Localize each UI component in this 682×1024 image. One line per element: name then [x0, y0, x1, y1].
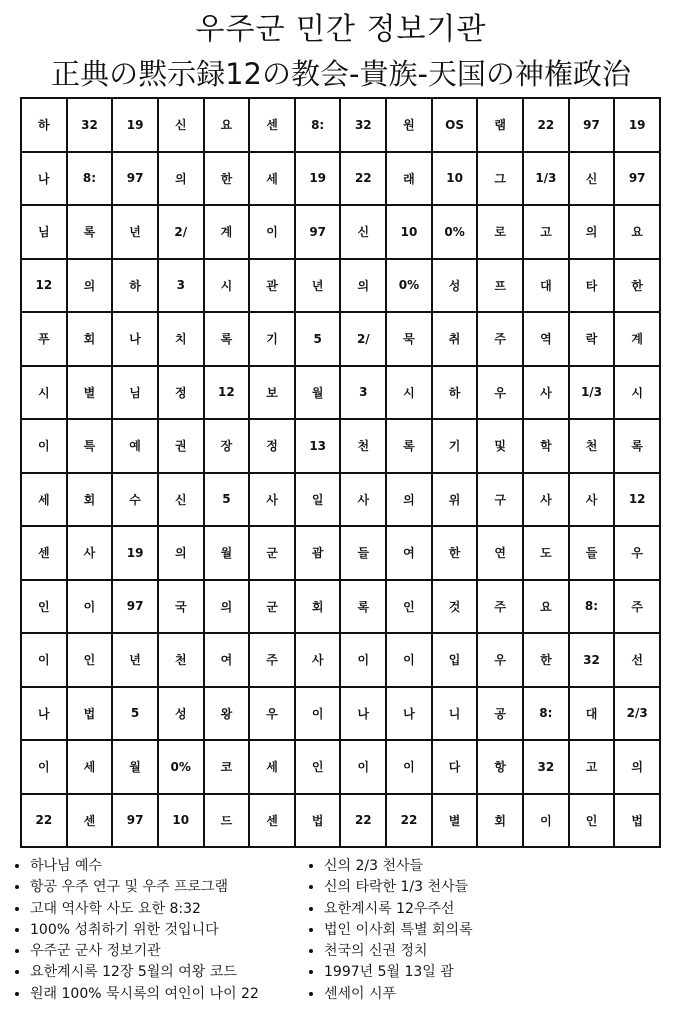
grid-cell: 괌: [295, 526, 341, 580]
letter-grid: [20, 97, 661, 848]
list-item: • 법인 이사회 특별 회의록: [324, 920, 473, 941]
grid-cell: 이: [340, 740, 386, 794]
grid-cell: 기: [432, 419, 478, 473]
grid-cell: 22: [340, 152, 386, 206]
grid-cell: 의: [340, 259, 386, 313]
grid-cell: 한: [432, 526, 478, 580]
grid-cell: 회: [67, 473, 113, 527]
grid-row: [21, 152, 660, 206]
grid-cell: 19: [295, 152, 341, 206]
grid-cell: 로: [477, 205, 523, 259]
grid-cell: 1/3: [569, 366, 615, 420]
grid-cell: 22: [21, 794, 67, 848]
grid-cell: 여: [204, 633, 250, 687]
grid-cell: 위: [432, 473, 478, 527]
grid-cell: 월: [295, 366, 341, 420]
grid-cell: 천: [158, 633, 204, 687]
grid-cell: 10: [158, 794, 204, 848]
grid-cell: 인: [21, 580, 67, 634]
list-item: • 우주군 군사 정보기관: [30, 941, 259, 962]
grid-cell: 우: [477, 366, 523, 420]
grid-cell: 년: [112, 633, 158, 687]
grid-cell: 12: [614, 473, 660, 527]
grid-cell: 32: [523, 740, 569, 794]
grid-cell: 회: [477, 794, 523, 848]
grid-cell: 10: [432, 152, 478, 206]
grid-cell: 월: [112, 740, 158, 794]
grid-cell: 인: [295, 740, 341, 794]
grid-cell: 군: [249, 580, 295, 634]
grid-row: [21, 419, 660, 473]
list-item: • 원래 100% 묵시록의 여인이 나이 22: [30, 984, 259, 1005]
grid-row: [21, 473, 660, 527]
grid-cell: 97: [112, 152, 158, 206]
grid-cell: 공: [477, 687, 523, 741]
grid-cell: 이: [21, 419, 67, 473]
grid-cell: 주: [249, 633, 295, 687]
grid-cell: 이: [249, 205, 295, 259]
grid-cell: 록: [386, 419, 432, 473]
grid-row: [21, 259, 660, 313]
grid-cell: 일: [295, 473, 341, 527]
grid-cell: 램: [477, 98, 523, 152]
grid-cell: 2/: [158, 205, 204, 259]
grid-cell: 회: [295, 580, 341, 634]
grid-cell: 별: [67, 366, 113, 420]
grid-cell: 이: [67, 580, 113, 634]
grid-cell: 나: [386, 687, 432, 741]
grid-cell: 신: [569, 152, 615, 206]
grid-cell: 취: [432, 312, 478, 366]
grid-cell: 32: [67, 98, 113, 152]
grid-row: [21, 98, 660, 152]
grid-cell: 도: [523, 526, 569, 580]
grid-cell: 세: [21, 473, 67, 527]
grid-cell: 락: [569, 312, 615, 366]
list-item: • 요한계시록 12장 5월의 여왕 코드: [30, 962, 259, 983]
grid-cell: 의: [158, 526, 204, 580]
list-item: • 센세이 시푸: [324, 984, 473, 1005]
grid-cell: 타: [569, 259, 615, 313]
list-item: • 천국의 신권 정치: [324, 941, 473, 962]
grid-cell: 년: [295, 259, 341, 313]
grid-cell: 한: [204, 152, 250, 206]
grid-cell: 센: [21, 526, 67, 580]
grid-cell: 우: [477, 633, 523, 687]
bullet-list-left: [14, 856, 259, 1005]
grid-cell: 록: [340, 580, 386, 634]
grid-cell: 다: [432, 740, 478, 794]
grid-cell: 록: [204, 312, 250, 366]
grid-cell: 군: [249, 526, 295, 580]
grid-cell: 연: [477, 526, 523, 580]
grid-cell: 10: [386, 205, 432, 259]
grid-cell: 니: [432, 687, 478, 741]
grid-cell: 님: [112, 366, 158, 420]
grid-cell: 5: [112, 687, 158, 741]
grid-cell: 19: [112, 98, 158, 152]
grid-cell: 사: [523, 366, 569, 420]
grid-cell: 나: [340, 687, 386, 741]
grid-cell: 32: [569, 633, 615, 687]
grid-cell: 님: [21, 205, 67, 259]
grid-cell: 고: [569, 740, 615, 794]
grid-cell: 의: [614, 740, 660, 794]
grid-cell: 계: [614, 312, 660, 366]
grid-cell: 3: [158, 259, 204, 313]
grid-cell: 래: [386, 152, 432, 206]
grid-cell: 프: [477, 259, 523, 313]
grid-cell: 8:: [67, 152, 113, 206]
grid-cell: 의: [158, 152, 204, 206]
grid-cell: 97: [112, 794, 158, 848]
grid-cell: 그: [477, 152, 523, 206]
grid-cell: 사: [249, 473, 295, 527]
grid-cell: 들: [340, 526, 386, 580]
grid-cell: 회: [67, 312, 113, 366]
bullet-list-right: [308, 856, 473, 1005]
grid-cell: 원: [386, 98, 432, 152]
grid-row: [21, 205, 660, 259]
grid-cell: 8:: [523, 687, 569, 741]
grid-cell: 0%: [158, 740, 204, 794]
grid-cell: 시: [204, 259, 250, 313]
grid-cell: 성: [432, 259, 478, 313]
grid-cell: 나: [21, 687, 67, 741]
grid-cell: 여: [386, 526, 432, 580]
grid-cell: 이: [295, 687, 341, 741]
grid-cell: 요: [204, 98, 250, 152]
grid-cell: 나: [21, 152, 67, 206]
page-title: 우주군 민간 정보기관: [195, 12, 487, 47]
grid-cell: 및: [477, 419, 523, 473]
grid-cell: 0%: [386, 259, 432, 313]
grid-cell: 19: [614, 98, 660, 152]
grid-cell: 드: [204, 794, 250, 848]
grid-cell: 정: [158, 366, 204, 420]
list-item: • 하나님 예수: [30, 856, 259, 877]
grid-cell: 사: [340, 473, 386, 527]
grid-cell: 의: [204, 580, 250, 634]
grid-cell: 천: [569, 419, 615, 473]
grid-cell: 정: [249, 419, 295, 473]
grid-cell: 시: [21, 366, 67, 420]
grid-cell: 이: [386, 633, 432, 687]
grid-cell: 의: [569, 205, 615, 259]
list-item: • 100% 성취하기 위한 것입니다: [30, 920, 259, 941]
grid-cell: 5: [204, 473, 250, 527]
grid-row: [21, 687, 660, 741]
grid-cell: 32: [340, 98, 386, 152]
grid-cell: 계: [204, 205, 250, 259]
grid-cell: 시: [614, 366, 660, 420]
grid-cell: 록: [614, 419, 660, 473]
grid-cell: 사: [523, 473, 569, 527]
grid-cell: 록: [67, 205, 113, 259]
page-subtitle: 正典の黙示録12の教会-貴族-天国の神権政治: [51, 57, 631, 91]
grid-cell: 특: [67, 419, 113, 473]
grid-cell: 시: [386, 366, 432, 420]
grid-cell: 관: [249, 259, 295, 313]
grid-cell: 세: [249, 152, 295, 206]
list-item: • 요한계시록 12우주선: [324, 899, 473, 920]
grid-cell: 의: [386, 473, 432, 527]
grid-cell: 고: [523, 205, 569, 259]
grid-row: [21, 526, 660, 580]
grid-cell: 인: [386, 580, 432, 634]
grid-row: [21, 312, 660, 366]
grid-cell: 들: [569, 526, 615, 580]
grid-cell: 주: [614, 580, 660, 634]
grid-cell: 대: [523, 259, 569, 313]
grid-cell: 2/: [340, 312, 386, 366]
grid-cell: 묵: [386, 312, 432, 366]
grid-cell: 예: [112, 419, 158, 473]
grid-cell: 2/3: [614, 687, 660, 741]
grid-cell: 하: [432, 366, 478, 420]
grid-cell: 신: [340, 205, 386, 259]
grid-cell: 이: [523, 794, 569, 848]
grid-cell: 한: [614, 259, 660, 313]
grid-cell: 97: [614, 152, 660, 206]
grid-cell: 보: [249, 366, 295, 420]
grid-cell: 역: [523, 312, 569, 366]
grid-cell: 22: [523, 98, 569, 152]
grid-cell: 5: [295, 312, 341, 366]
grid-cell: 선: [614, 633, 660, 687]
grid-cell: 대: [569, 687, 615, 741]
grid-cell: 입: [432, 633, 478, 687]
list-item: • 1997년 5월 13일 괌: [324, 962, 473, 983]
grid-cell: 이: [21, 633, 67, 687]
grid-cell: 코: [204, 740, 250, 794]
grid-cell: 월: [204, 526, 250, 580]
grid-cell: 법: [614, 794, 660, 848]
grid-cell: 신: [158, 98, 204, 152]
grid-row: [21, 633, 660, 687]
grid-row: [21, 794, 660, 848]
grid-cell: 한: [523, 633, 569, 687]
grid-cell: 년: [112, 205, 158, 259]
grid-cell: 12: [204, 366, 250, 420]
grid-cell: 기: [249, 312, 295, 366]
grid-cell: 주: [477, 580, 523, 634]
grid-cell: 센: [67, 794, 113, 848]
list-item: • 신의 2/3 천사들: [324, 856, 473, 877]
grid-cell: 97: [295, 205, 341, 259]
grid-cell: 천: [340, 419, 386, 473]
grid-cell: 왕: [204, 687, 250, 741]
grid-cell: 장: [204, 419, 250, 473]
grid-cell: 12: [21, 259, 67, 313]
list-item: • 항공 우주 연구 및 우주 프로그램: [30, 877, 259, 898]
grid-cell: 22: [386, 794, 432, 848]
grid-cell: 신: [158, 473, 204, 527]
grid-cell: 22: [340, 794, 386, 848]
grid-cell: 1/3: [523, 152, 569, 206]
grid-cell: 사: [67, 526, 113, 580]
grid-cell: 권: [158, 419, 204, 473]
grid-cell: 요: [523, 580, 569, 634]
grid-cell: 사: [295, 633, 341, 687]
grid-cell: 푸: [21, 312, 67, 366]
grid-cell: 사: [569, 473, 615, 527]
grid-cell: 하: [112, 259, 158, 313]
grid-cell: 인: [67, 633, 113, 687]
grid-cell: 우: [249, 687, 295, 741]
grid-cell: 0%: [432, 205, 478, 259]
grid-cell: 항: [477, 740, 523, 794]
grid-cell: 구: [477, 473, 523, 527]
grid-cell: 8:: [295, 98, 341, 152]
grid-cell: 센: [249, 794, 295, 848]
grid-cell: 나: [112, 312, 158, 366]
grid-cell: 것: [432, 580, 478, 634]
grid-cell: 이: [21, 740, 67, 794]
grid-cell: 센: [249, 98, 295, 152]
grid-row: [21, 580, 660, 634]
grid-cell: 세: [67, 740, 113, 794]
grid-cell: 97: [569, 98, 615, 152]
grid-cell: 학: [523, 419, 569, 473]
grid-cell: OS: [432, 98, 478, 152]
grid-cell: 19: [112, 526, 158, 580]
grid-row: [21, 366, 660, 420]
grid-cell: 우: [614, 526, 660, 580]
grid-cell: 치: [158, 312, 204, 366]
grid-cell: 법: [295, 794, 341, 848]
grid-cell: 인: [569, 794, 615, 848]
grid-cell: 수: [112, 473, 158, 527]
grid-cell: 별: [432, 794, 478, 848]
grid-cell: 국: [158, 580, 204, 634]
grid-cell: 세: [249, 740, 295, 794]
grid-cell: 3: [340, 366, 386, 420]
grid-cell: 이: [386, 740, 432, 794]
grid-cell: 하: [21, 98, 67, 152]
grid-row: [21, 740, 660, 794]
list-item: • 고대 역사학 사도 요한 8:32: [30, 899, 259, 920]
grid-cell: 8:: [569, 580, 615, 634]
grid-cell: 이: [340, 633, 386, 687]
grid-cell: 법: [67, 687, 113, 741]
grid-cell: 97: [112, 580, 158, 634]
grid-cell: 의: [67, 259, 113, 313]
grid-cell: 13: [295, 419, 341, 473]
grid-cell: 요: [614, 205, 660, 259]
grid-cell: 성: [158, 687, 204, 741]
grid-cell: 주: [477, 312, 523, 366]
list-item: • 신의 타락한 1/3 천사들: [324, 877, 473, 898]
